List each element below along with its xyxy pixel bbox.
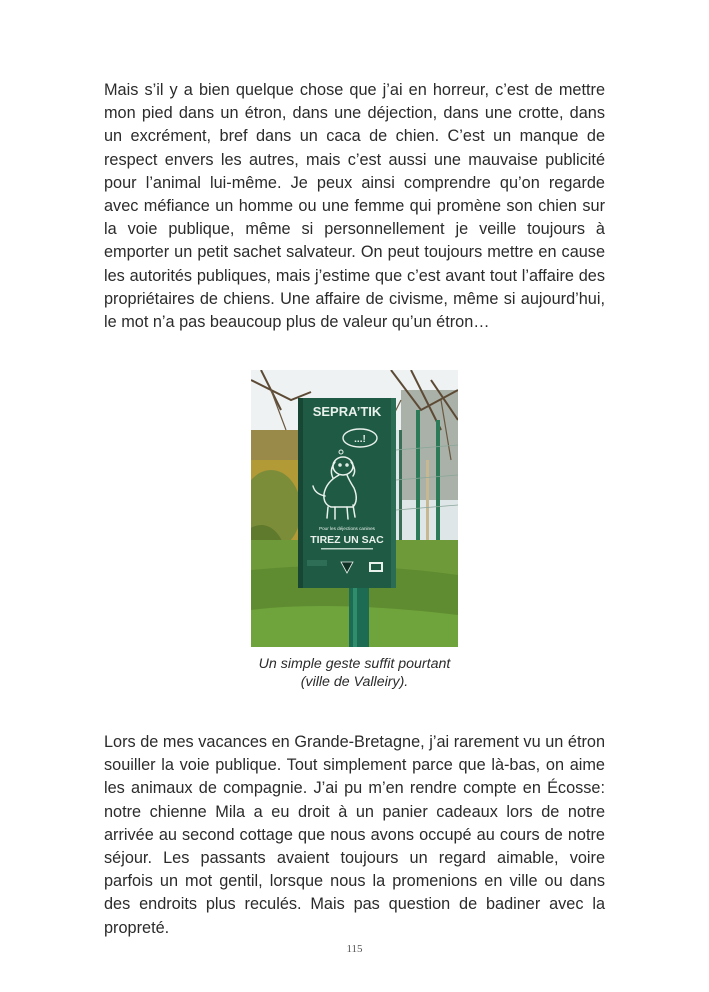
caption-line-2: (ville de Valleiry). bbox=[300, 674, 409, 690]
caption-line-1: Un simple geste suffit pourtant bbox=[258, 656, 451, 672]
sign-main-text: TIREZ UN SAC bbox=[310, 534, 384, 546]
sign-bubble-text: ...! bbox=[354, 434, 366, 445]
dog-waste-bag-dispenser-photo bbox=[251, 370, 458, 647]
page-number: 115 bbox=[346, 943, 363, 955]
sign-small-text: Pour les déjections canines bbox=[319, 526, 375, 531]
body-paragraph-2: Lors de mes vacances en Grande-Bretagne, j’ai rarement vu un étron souiller la voie publique. Tout simplement parce que là-bas, on aime les animaux de compagnie. J’ai pu m’en rendre compte en Écosse: notre chienne Mila a eu droit à un panier cadeaux lors de notre arrivée au second cottage que nous avons occupé au cours de notre séjour. Les passants avaient toujours un regard aimable, voire parfois un mot gentil, lorsque nous la promenions en ville ou dans des endroits plus reculés. Mais pas question de badiner avec la propreté. bbox=[104, 733, 605, 937]
body-paragraph-1: Mais s’il y a bien quelque chose que j’ai en horreur, c’est de mettre mon pied dans un étron, dans une déjection, dans une crotte, dans un excrément, bref dans un caca de chien. C’est un manque de respect envers les autres, mais c’est aussi une mauvaise publicité pour l’animal lui-même. Je peux ainsi comprendre qu’on regarde avec méfiance un homme ou une femme qui promène son chien sur la voie publique, même si personnellement je veille toujours à emporter un petit sachet salvateur. On peut toujours mettre en cause les autorités publiques, mais j’estime que c’est avant tout l’affaire des propriétaires de chiens. Une affaire de civisme, même si aujourd’hui, le mot n’a pas beaucoup plus de valeur qu’un étron… bbox=[104, 81, 605, 332]
sign-brand-text: SEPRA’TIK bbox=[312, 404, 382, 419]
photo-caption bbox=[200, 655, 509, 691]
